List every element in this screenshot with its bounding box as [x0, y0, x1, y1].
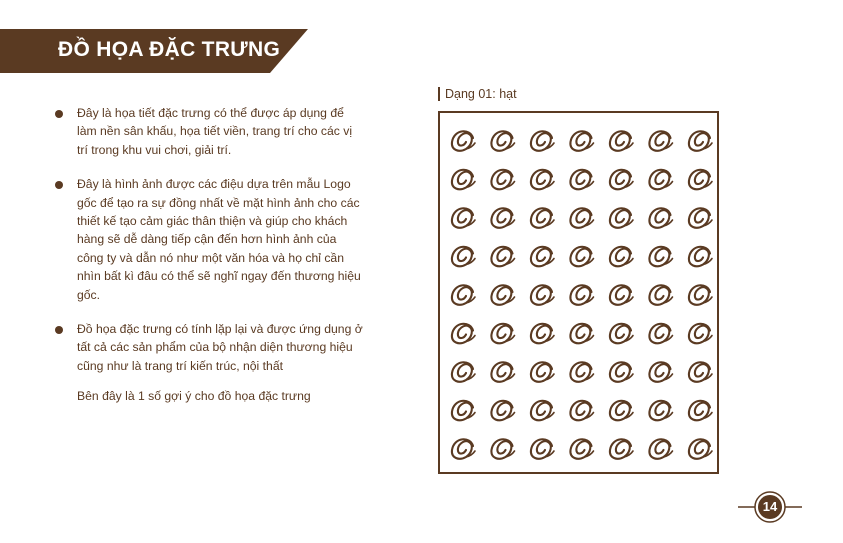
seed-swirl-icon	[610, 247, 633, 266]
page-title: ĐỒ HỌA ĐẶC TRƯNG	[58, 38, 281, 61]
seed-swirl-icon	[689, 439, 712, 458]
seed-swirl-icon	[570, 285, 593, 304]
seed-swirl-icon	[610, 170, 633, 189]
seed-swirl-icon	[452, 208, 475, 227]
seed-swirl-icon	[491, 401, 514, 420]
seed-swirl-icon	[570, 401, 593, 420]
seed-swirl-icon	[649, 362, 672, 381]
seed-swirl-icon	[531, 324, 554, 343]
seed-swirl-icon	[452, 170, 475, 189]
seed-swirl-icon	[649, 247, 672, 266]
seed-swirl-icon	[531, 401, 554, 420]
seed-swirl-icon	[491, 324, 514, 343]
seed-swirl-icon	[649, 285, 672, 304]
seed-swirl-icon	[570, 247, 593, 266]
seed-swirl-icon	[570, 170, 593, 189]
seed-swirl-icon	[570, 362, 593, 381]
page-number: 14	[762, 499, 778, 514]
seed-swirl-icon	[689, 285, 712, 304]
seed-swirl-icon	[610, 324, 633, 343]
bullet-item	[54, 320, 364, 375]
bullet-dot-icon	[55, 181, 63, 189]
pattern-grid	[440, 113, 721, 476]
seed-swirl-icon	[491, 439, 514, 458]
seed-swirl-icon	[491, 285, 514, 304]
seed-swirl-icon	[610, 285, 633, 304]
pattern-label: Dạng 01: hạt	[438, 87, 517, 101]
seed-swirl-icon	[531, 247, 554, 266]
seed-swirl-icon	[452, 131, 475, 150]
seed-swirl-icon	[689, 131, 712, 150]
bullet-item	[54, 175, 364, 304]
seed-swirl-icon	[452, 324, 475, 343]
seed-swirl-icon	[531, 131, 554, 150]
seed-swirl-icon	[531, 170, 554, 189]
seed-swirl-icon	[689, 324, 712, 343]
seed-swirl-icon	[452, 247, 475, 266]
bullet-text: Đây là họa tiết đặc trưng có thể được áp dụng để làm nền sân khấu, họa tiết viền, trang trí cho các vị trí trong khu vui chơi, giải trí.	[77, 106, 353, 157]
seed-swirl-icon	[689, 247, 712, 266]
seed-swirl-icon	[491, 362, 514, 381]
seed-swirl-icon	[689, 208, 712, 227]
seed-swirl-icon	[610, 362, 633, 381]
bullet-dot-icon	[55, 326, 63, 334]
seed-swirl-icon	[570, 131, 593, 150]
seed-swirl-icon	[491, 247, 514, 266]
seed-swirl-icon	[570, 324, 593, 343]
pattern-panel	[438, 111, 719, 474]
seed-swirl-icon	[689, 362, 712, 381]
seed-swirl-icon	[491, 208, 514, 227]
seed-swirl-icon	[531, 362, 554, 381]
seed-swirl-icon	[649, 170, 672, 189]
seed-swirl-icon	[689, 170, 712, 189]
seed-swirl-icon	[531, 285, 554, 304]
seed-swirl-icon	[610, 131, 633, 150]
seed-swirl-icon	[649, 439, 672, 458]
seed-swirl-icon	[649, 401, 672, 420]
seed-swirl-icon	[491, 170, 514, 189]
seed-swirl-icon	[491, 131, 514, 150]
seed-swirl-icon	[610, 439, 633, 458]
seed-swirl-icon	[689, 401, 712, 420]
section-banner	[0, 29, 308, 73]
seed-swirl-icon	[649, 324, 672, 343]
bullet-list	[54, 104, 364, 406]
seed-swirl-icon	[649, 131, 672, 150]
seed-swirl-icon	[610, 208, 633, 227]
seed-swirl-icon	[649, 208, 672, 227]
seed-swirl-icon	[610, 401, 633, 420]
bullet-text: Đây là hình ảnh được các điệu dựa trên mẫu Logo gốc để tạo ra sự đồng nhất về mặt hình ảnh cho các thiết kế tạo cảm giác thân thiện và giúp cho khách hàng sẽ dễ dàng tiếp cận đến hơn hình ảnh của công ty và dẫn nó như một văn hóa và họ chỉ cần nhìn bất kì đâu có thể sẽ nghĩ ngay đến thương hiệu gốc.	[77, 177, 361, 302]
seed-swirl-icon	[570, 439, 593, 458]
page-number-badge	[738, 491, 802, 523]
bullet-dot-icon	[55, 110, 63, 118]
suggestion-note: Bên đây là 1 số gợi ý cho đồ họa đặc trưng	[77, 389, 311, 404]
seed-swirl-icon	[452, 285, 475, 304]
bullet-item	[54, 104, 364, 159]
seed-swirl-icon	[452, 362, 475, 381]
bullet-text: Đồ họa đặc trưng có tính lặp lại và được ứng dụng ở tất cả các sản phẩm của bộ nhận diện thương hiệu cũng như là trang trí kiến trúc, nội thất	[77, 322, 363, 373]
seed-swirl-icon	[531, 208, 554, 227]
seed-swirl-icon	[531, 439, 554, 458]
seed-swirl-icon	[452, 401, 475, 420]
seed-swirl-icon	[570, 208, 593, 227]
seed-swirl-icon	[452, 439, 475, 458]
